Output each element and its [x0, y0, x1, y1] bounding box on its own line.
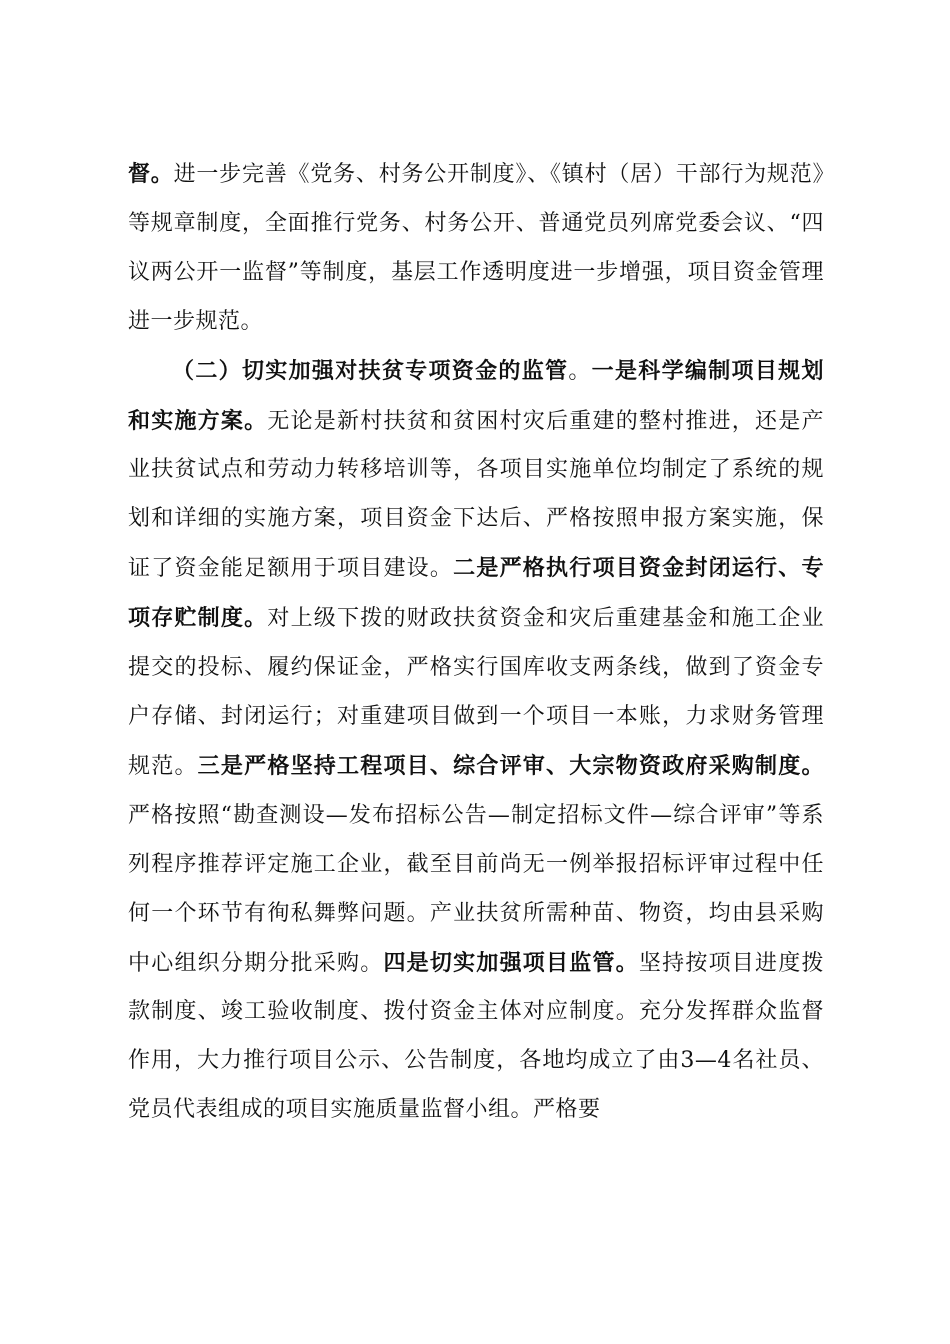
bold-text-run: 二是严格执行项目资金封闭运行、专项存贮制度。: [128, 555, 824, 632]
text-run: 对上级下拨的财政扶贫资金和灾后重建基金和施工企业提交的投标、履约保证金，严格实行国库收支两条线，做到了资金专户存储、封闭运行；对重建项目做到一个项目一本账，力求财务管理规范。: [128, 606, 824, 779]
paragraph: [128, 150, 824, 347]
text-run: 无论是新村扶贫和贫困村灾后重建的整村推进，还是产业扶贫试点和劳动力转移培训等，各项目实施单位均制定了系统的规划和详细的实施方案，项目资金下达后、严格按照申报方案实施，保证了资金能足额用于项目建设。: [128, 408, 824, 582]
bold-text-run: 四是切实加强项目监管。: [383, 949, 639, 976]
text-run: 。: [568, 358, 592, 384]
text-run: 严格按照“勘查测设—发布招标公告—制定招标文件—综合评审”等系列程序推荐评定施工企业，截至目前尚无一例举报招标评审过程中任何一个环节有徇私舞弊问题。产业扶贫所需种苗、物资，均由县采购中心组织分期分批采购。: [128, 802, 824, 976]
bold-text-run: 一是科学编制项目规划和实施方案。: [128, 357, 824, 434]
text-run: 坚持按项目进度拨款制度、竣工验收制度、拨付资金主体对应制度。充分发挥群众监督作用，大力推行项目公示、公告制度，各地均成立了由3—4名社员、党员代表组成的项目实施质量监督小组。严格要: [128, 950, 824, 1123]
paragraph: [128, 347, 824, 1136]
text-run: 进一步完善《党务、村务公开制度》、《镇村（居）干部行为规范》等规章制度，全面推行党务、村务公开、普通党员列席党委会议、“四议两公开一监督”等制度，基层工作透明度进一步增强，项目资金管理进一步规范。: [128, 162, 824, 334]
bold-text-run: 督。: [128, 161, 174, 187]
bold-text-run: 三是严格坚持工程项目、综合评审、大宗物资政府采购制度。: [197, 752, 824, 779]
bold-text-run: （二）切实加强对扶贫专项资金的监管: [172, 357, 569, 384]
document-page: [128, 150, 824, 1135]
